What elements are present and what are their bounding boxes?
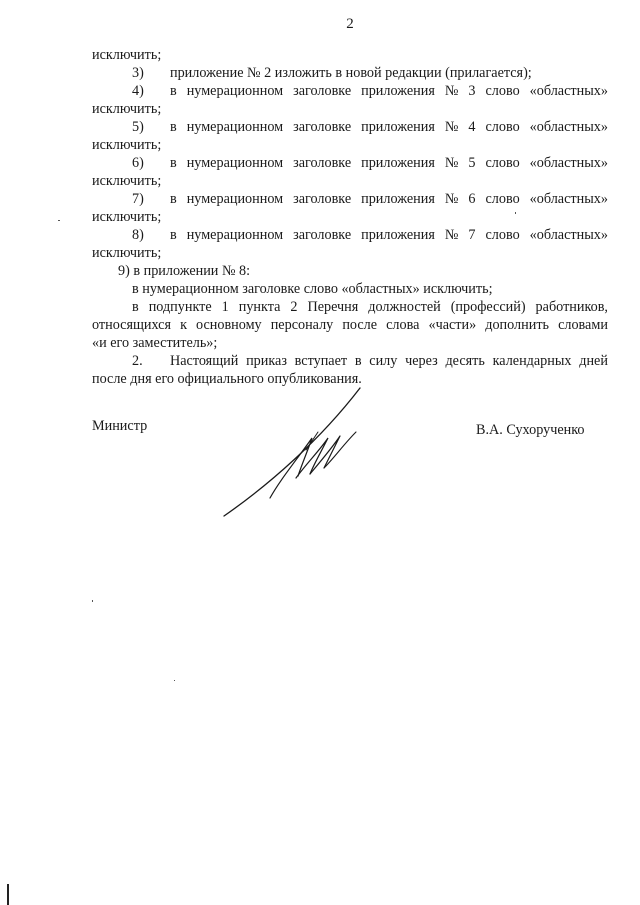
text-line: исключить; [92, 173, 162, 189]
word: относящихся [92, 317, 171, 333]
word: заголовке [293, 191, 352, 207]
scan-speck [92, 600, 93, 602]
word: подпункте [148, 299, 212, 315]
word: основному [196, 317, 262, 333]
word: в [170, 119, 177, 135]
list-number: 7) [132, 191, 144, 207]
word: «областных» [529, 227, 608, 243]
word: нумерационном [186, 83, 284, 99]
word: приложения [361, 119, 435, 135]
word: слово [485, 119, 520, 135]
text-line: «и его заместитель»; [92, 335, 218, 351]
word: заголовке [293, 227, 352, 243]
scan-speck [58, 220, 60, 221]
list-item-7 [92, 190, 608, 208]
word: через [405, 353, 438, 369]
word: № [444, 227, 459, 243]
word: дней [579, 353, 608, 369]
list-number: 3) [132, 65, 144, 81]
word: «областных» [529, 155, 608, 171]
word: десять [445, 353, 485, 369]
word: нумерационном [186, 155, 284, 171]
word: в [170, 83, 177, 99]
word: приложения [361, 83, 435, 99]
point-number: 2. [132, 353, 143, 369]
word: в [132, 299, 139, 315]
word: слово [485, 227, 520, 243]
scan-edge-mark [7, 884, 9, 905]
word: заголовке [293, 119, 352, 135]
word: приказ [246, 353, 287, 369]
word: приложения [361, 227, 435, 243]
document-body [92, 46, 608, 388]
text-line: исключить; [92, 101, 162, 117]
list-item-9-sub-2-line-2 [92, 316, 608, 334]
list-item-9-sub-1: в нумерационном заголовке слово «областных» исключить; [132, 281, 493, 297]
text-line: исключить; [92, 137, 162, 153]
word: нумерационном [186, 227, 284, 243]
word: Перечня [307, 299, 359, 315]
signatory-position: Министр [92, 418, 148, 434]
word: вступает [294, 353, 348, 369]
scan-speck [174, 680, 175, 681]
word: 4 [468, 119, 476, 135]
word: № [444, 119, 459, 135]
word: 5 [468, 155, 476, 171]
word: после [342, 317, 378, 333]
word: персоналу [270, 317, 334, 333]
word: «областных» [529, 83, 608, 99]
word: 1 [221, 299, 229, 315]
point-2 [92, 352, 608, 370]
word: должностей [368, 299, 441, 315]
word: пункта [238, 299, 281, 315]
word: к [180, 317, 187, 333]
word: слова [386, 317, 420, 333]
list-item-9-sub-2 [92, 298, 608, 316]
word: в [170, 155, 177, 171]
word: Настоящий [170, 353, 239, 369]
word: «областных» [529, 119, 608, 135]
word: «части» [428, 317, 477, 333]
word: № [444, 83, 459, 99]
list-item-6 [92, 154, 608, 172]
text-line: после дня его официального опубликования. [92, 371, 362, 387]
list-item-8 [92, 226, 608, 244]
word: № [444, 155, 459, 171]
word: приложения [361, 155, 435, 171]
word: (профессий) [450, 299, 526, 315]
word: словами [558, 317, 608, 333]
word: заголовке [293, 83, 352, 99]
word: в [170, 227, 177, 243]
word: 3 [468, 83, 476, 99]
list-number: 6) [132, 155, 144, 171]
scan-speck [515, 212, 516, 214]
word: заголовке [293, 155, 352, 171]
word: слово [485, 155, 520, 171]
word: 7 [468, 227, 476, 243]
list-item-3 [92, 64, 608, 82]
word: нумерационном [186, 119, 284, 135]
word: слово [485, 83, 520, 99]
word: работников, [535, 299, 608, 315]
signature-stroke [224, 388, 360, 516]
list-number: 5) [132, 119, 144, 135]
text-line: исключить; [92, 209, 162, 225]
signature-stroke [306, 432, 318, 450]
word: силу [369, 353, 398, 369]
word: приложения [361, 191, 435, 207]
list-number: 8) [132, 227, 144, 243]
list-number: 4) [132, 83, 144, 99]
list-text: приложение № 2 изложить в новой редакции (прилагается); [170, 65, 532, 81]
word: № [444, 191, 459, 207]
handwritten-signature [210, 380, 380, 530]
word: 2 [290, 299, 298, 315]
text-line: исключить; [92, 47, 162, 63]
list-item-5 [92, 118, 608, 136]
word: дополнить [485, 317, 549, 333]
word: в [170, 191, 177, 207]
page-number: 2 [346, 16, 354, 32]
word: «областных» [529, 191, 608, 207]
list-item-4 [92, 82, 608, 100]
word: нумерационном [186, 191, 284, 207]
text-line: исключить; [92, 245, 162, 261]
word: календарных [492, 353, 572, 369]
signature-stroke [270, 438, 312, 498]
signatory-name: В.А. Сухорученко [476, 422, 585, 438]
signature-stroke [324, 432, 356, 468]
word: слово [485, 191, 520, 207]
word: в [354, 353, 362, 369]
word: 6 [468, 191, 476, 207]
list-item-9-heading: 9) в приложении № 8: [118, 263, 251, 279]
